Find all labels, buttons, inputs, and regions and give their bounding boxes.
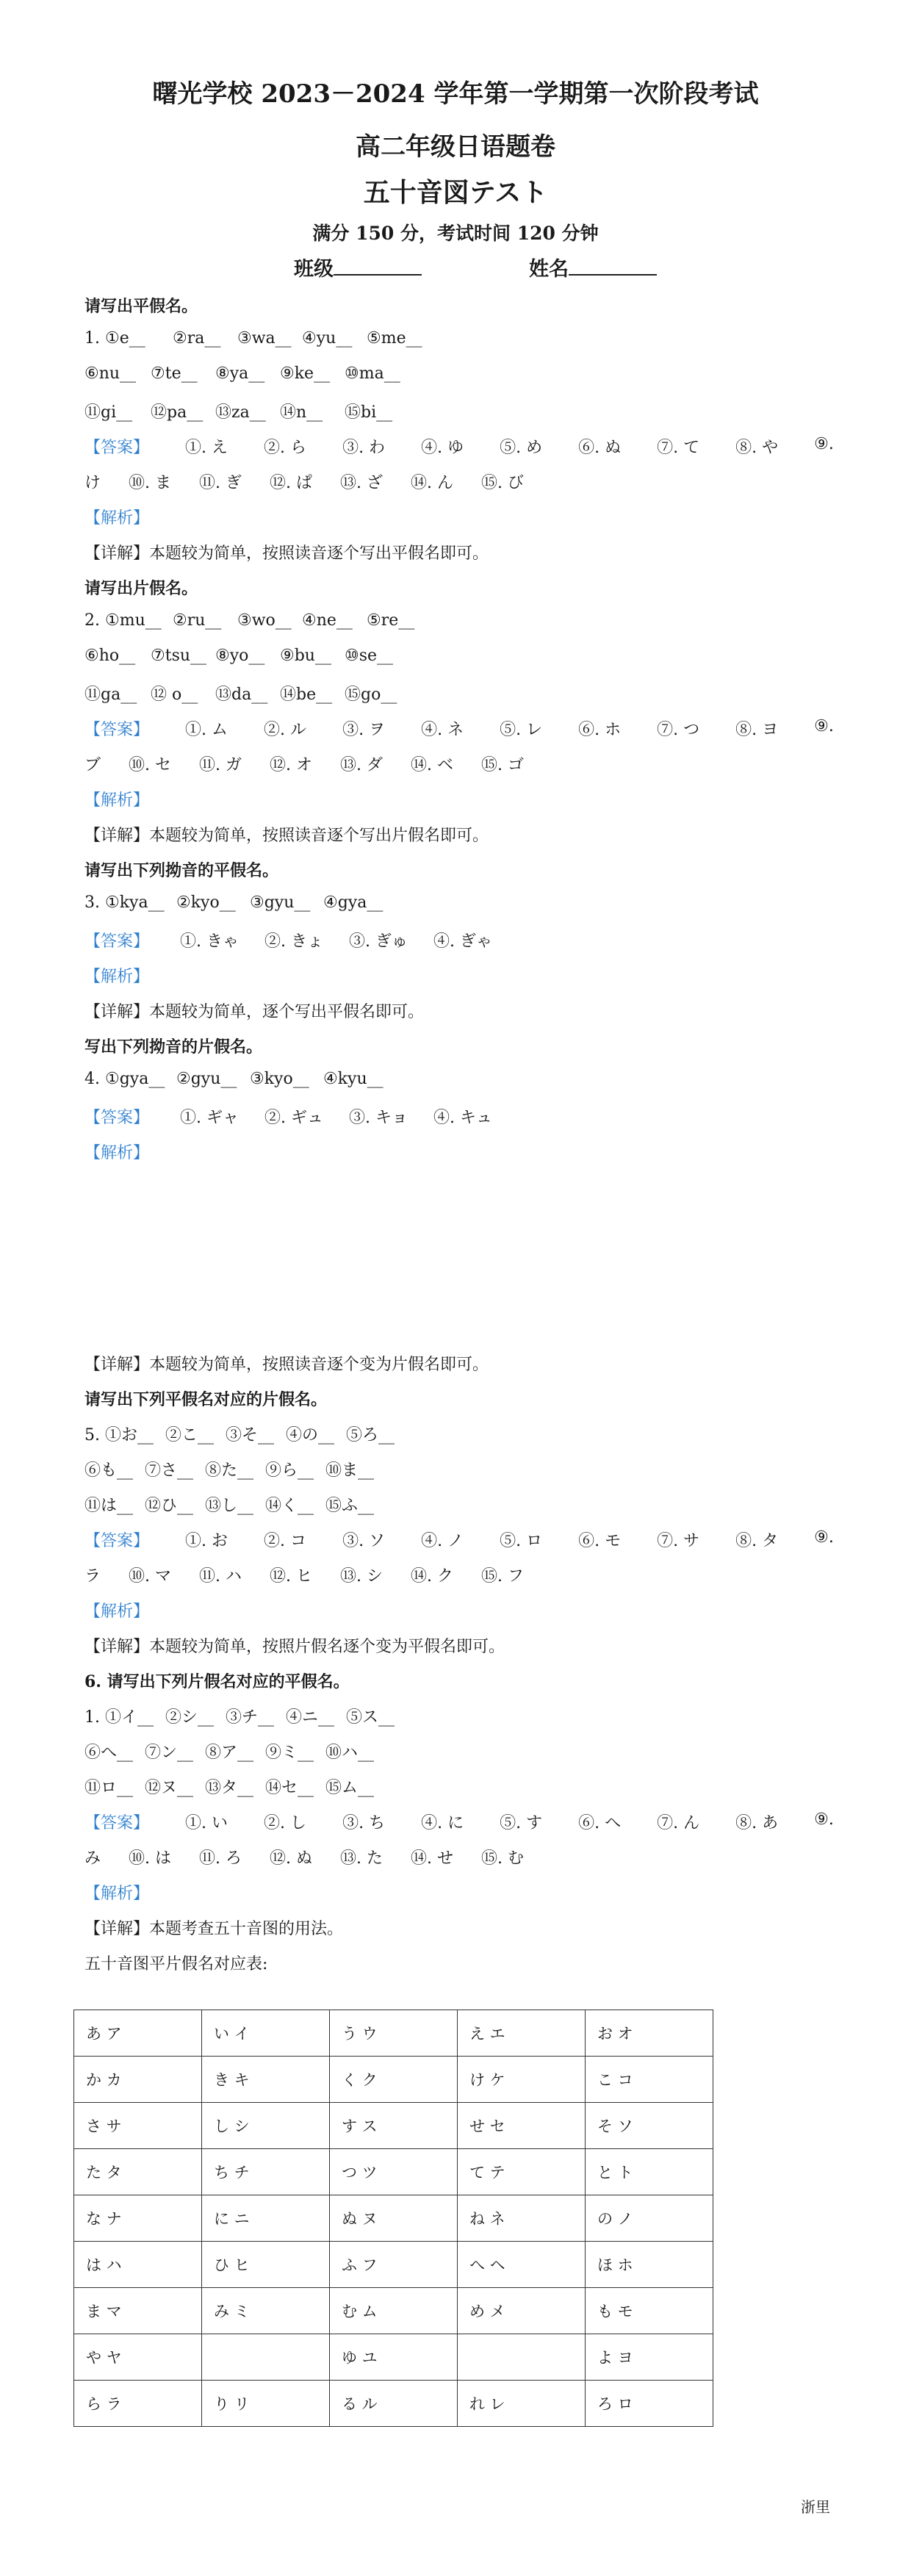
q4-answer: ②. ギュ (264, 1109, 323, 1127)
table-cell: む ム (330, 2288, 458, 2334)
q1-item: ⑭n__ (280, 403, 323, 422)
q6-item: ⑪ロ__ (84, 1779, 134, 1797)
q2-line-1 (84, 611, 431, 630)
q2-answer: ⑮. ゴ (481, 756, 525, 774)
table-cell: つ ツ (330, 2149, 458, 2195)
table-row (74, 2103, 713, 2149)
class-field (294, 253, 422, 281)
q5-line-2 (84, 1458, 386, 1481)
q3-analysis-tag: 【解析】 (84, 968, 150, 986)
q6-answer: ①. い (185, 1814, 228, 1832)
q5-answer: ⑮. フ (481, 1567, 525, 1586)
table-cell: ひ ヒ (202, 2242, 330, 2288)
table-cell: す ス (330, 2103, 458, 2149)
exam-title: 曙光学校 2023－2024 学年第一学期第一次阶段考试 (152, 79, 759, 109)
q4-instruction: 写出下列拗音的片假名。 (84, 1037, 263, 1057)
q1-item: 1. ①e__ (84, 329, 145, 348)
q2-item: ⑮go__ (345, 686, 397, 704)
q1-answer: ⑥. ぬ (578, 439, 622, 457)
q2-item: ⑩se__ (345, 647, 394, 665)
q2-item: ⑫ o__ (151, 686, 198, 704)
q2-answer: ①. ム (185, 721, 228, 739)
q1-answer: ⑦. て (657, 439, 700, 457)
q5-answer: ⑭. ク (411, 1567, 454, 1586)
q5-item: ④の__ (286, 1426, 335, 1444)
q5-line-1 (84, 1422, 406, 1445)
answer-tag: 【答案】 (84, 439, 150, 457)
q1-detail: 【详解】本题较为简单，按照读音逐个写出平假名即可。 (84, 544, 489, 563)
q1-answer: ⑧. や (735, 439, 779, 457)
table-cell: り リ (202, 2381, 330, 2427)
table-cell: お オ (586, 2010, 713, 2057)
q5-answer: ⑬. シ (340, 1567, 384, 1586)
q5-answer: ⑨. (814, 1528, 834, 1547)
q5-item: ⑤ろ__ (346, 1426, 395, 1444)
q1-answer: ⑨. (814, 435, 834, 453)
class-label: 班级 (294, 258, 334, 281)
q6-detail: 【详解】本题考查五十音图的用法。 (84, 1920, 344, 1938)
class-blank[interactable] (334, 255, 422, 276)
q3-answer: ④. ぎゃ (433, 932, 492, 951)
q2-answer: ブ (84, 756, 101, 774)
q2-answer: ⑩. セ (129, 756, 172, 774)
q6-answer: ④. に (421, 1814, 464, 1832)
table-row (74, 2381, 713, 2427)
q5-item: ⑪は__ (84, 1497, 134, 1515)
q2-answer: ⑧. ヨ (735, 721, 779, 739)
q1-item: ⑧ya__ (215, 364, 265, 383)
table-cell: は ハ (74, 2242, 202, 2288)
q2-item: ②ru__ (173, 611, 222, 630)
table-cell: め メ (458, 2288, 586, 2334)
table-row (74, 2149, 713, 2195)
q2-answer: ⑨. (814, 717, 834, 735)
table-row (74, 2242, 713, 2288)
q1-answer: ⑭. ん (411, 474, 454, 492)
q6-item: ⑫ヌ__ (145, 1779, 194, 1797)
table-cell: て テ (458, 2149, 586, 2195)
q5-item: ⑦さ__ (145, 1461, 194, 1480)
q3-answer: ②. きょ (264, 932, 323, 951)
q5-item: ⑬し__ (205, 1497, 254, 1515)
q5-answer: ④. ノ (421, 1532, 464, 1550)
q6-instruction: 6. 请写出下列片假名对应的平假名。 (84, 1672, 350, 1691)
table-cell: あ ア (74, 2010, 202, 2057)
table-cell: ね ネ (458, 2195, 586, 2242)
q2-answer: ⑫. オ (270, 756, 313, 774)
answer-tag: 【答案】 (84, 1109, 150, 1127)
q5-item: ②こ__ (165, 1426, 215, 1444)
q2-item: ⑬da__ (215, 686, 268, 704)
q5-answer: ⑥. モ (578, 1532, 622, 1550)
table-cell: ち チ (202, 2149, 330, 2195)
score-time: 满分 150 分，考试时间 120 分钟 (312, 223, 599, 244)
table-row (74, 2195, 713, 2242)
q2-item: ⑪ga__ (84, 686, 137, 704)
q6-item: ⑩ハ__ (325, 1744, 375, 1762)
q4-analysis-tag: 【解析】 (84, 1144, 150, 1162)
q2-answer: ⑭. ベ (411, 756, 454, 774)
table-cell: た タ (74, 2149, 202, 2195)
name-label: 姓名 (529, 258, 569, 281)
table-cell: ろ ロ (586, 2381, 713, 2427)
q5-item: ⑩ま__ (325, 1461, 375, 1480)
q2-answer: ⑦. つ (657, 721, 700, 739)
table-cell: ゆ ユ (330, 2334, 458, 2381)
q1-item: ⑫pa__ (151, 403, 204, 422)
q1-item: ⑩ma__ (345, 364, 400, 383)
q6-item: ⑬タ__ (205, 1779, 254, 1797)
kana-table (73, 2010, 713, 2427)
q1-item: ⑨ke__ (280, 364, 331, 383)
q4-answer: ③. キョ (349, 1109, 408, 1127)
q5-item: ⑮ふ__ (325, 1497, 375, 1515)
table-cell: ぬ ヌ (330, 2195, 458, 2242)
q1-instruction: 请写出平假名。 (84, 297, 198, 316)
table-row (74, 2010, 713, 2057)
q5-item: ③そ__ (226, 1426, 275, 1444)
table-cell: も モ (586, 2288, 713, 2334)
table-row (74, 2288, 713, 2334)
table-cell: の ノ (586, 2195, 713, 2242)
q5-answer: ③. ソ (342, 1532, 386, 1550)
q1-item: ②ra__ (173, 329, 221, 348)
q3-detail: 【详解】本题较为简单，逐个写出平假名即可。 (84, 1003, 425, 1021)
table-cell: よ ヨ (586, 2334, 713, 2381)
q5-answer-line-1 (84, 1528, 834, 1551)
q6-answer-line-1 (84, 1810, 834, 1833)
q4-item: ③kyo__ (250, 1070, 309, 1088)
q1-answer: ②. ら (264, 439, 307, 457)
q2-item: ⑧yo__ (215, 647, 265, 665)
q2-answer: ⑥. ホ (578, 721, 622, 739)
q3-line-1 (84, 893, 397, 912)
table-cell: に ニ (202, 2195, 330, 2242)
q2-line-2 (84, 647, 409, 665)
q6-item: ④ニ__ (286, 1708, 335, 1727)
q6-item: ⑧ア__ (205, 1744, 254, 1762)
name-field (529, 253, 657, 281)
q2-item: 2. ①mu__ (84, 611, 162, 630)
q5-line-3 (84, 1493, 386, 1516)
q5-answer: ②. コ (264, 1532, 307, 1550)
q6-answer: ⑫. ぬ (270, 1849, 313, 1868)
q2-item: ⑦tsu__ (151, 647, 207, 665)
q3-item: ②kyo__ (176, 893, 236, 912)
q1-item: ④yu__ (302, 329, 353, 348)
q5-answer: ⑦. サ (657, 1532, 700, 1550)
q2-item: ⑨bu__ (280, 647, 331, 665)
q5-answer: ⑤. ロ (500, 1532, 543, 1550)
q3-answer: ③. ぎゅ (349, 932, 408, 951)
q2-item: ⑤re__ (367, 611, 415, 630)
q6-answer: ⑤. す (500, 1814, 543, 1832)
q1-answer: ①. え (185, 439, 228, 457)
q1-item: ⑮bi__ (345, 403, 393, 422)
q3-item: 3. ①kya__ (84, 893, 165, 912)
q5-answer-line-2 (84, 1564, 552, 1586)
q6-item: ⑮ム__ (325, 1779, 375, 1797)
q1-item: ⑦te__ (151, 364, 198, 383)
table-cell: と ト (586, 2149, 713, 2195)
q6-item: ⑦ン__ (145, 1744, 194, 1762)
q1-answer-line-2 (84, 470, 552, 493)
table-cell: う ウ (330, 2010, 458, 2057)
q1-answer: け (84, 474, 101, 492)
q5-item: ⑨ら__ (265, 1461, 314, 1480)
q6-item: ⑥へ__ (84, 1744, 134, 1762)
q2-answer: ②. ル (264, 721, 307, 739)
q6-item: ③チ__ (226, 1708, 275, 1727)
table-cell: さ サ (74, 2103, 202, 2149)
q2-answer: ⑤. レ (500, 721, 543, 739)
q4-item: ②gyu__ (176, 1070, 237, 1088)
q2-answer-line-2 (84, 752, 552, 775)
q3-item: ④gya__ (323, 893, 384, 912)
answer-tag: 【答案】 (84, 1814, 150, 1832)
name-blank[interactable] (569, 255, 657, 276)
q6-answer: ③. ち (342, 1814, 386, 1832)
table-cell: へ ヘ (458, 2242, 586, 2288)
q1-item: ⑥nu__ (84, 364, 137, 383)
q6-answer: ⑮. む (481, 1849, 525, 1868)
q1-item: ⑤me__ (367, 329, 422, 348)
q5-instruction: 请写出下列平假名对应的片假名。 (84, 1390, 328, 1409)
table-cell: せ セ (458, 2103, 586, 2149)
table-cell: ま マ (74, 2288, 202, 2334)
q6-answer: ⑨. (814, 1810, 834, 1829)
q6-item: 1. ①イ__ (84, 1708, 154, 1727)
q1-answer-line-1 (84, 435, 834, 458)
q4-answer: ④. キュ (433, 1109, 492, 1127)
q6-line-3 (84, 1775, 386, 1798)
table-cell: こ コ (586, 2057, 713, 2103)
q6-answer-line-2 (84, 1846, 552, 1868)
q2-answer: ③. ヲ (342, 721, 386, 739)
q1-item: ⑬za__ (215, 403, 266, 422)
q3-instruction: 请写出下列拗音的平假名。 (84, 861, 279, 880)
table-cell (458, 2334, 586, 2381)
table-cell: れ レ (458, 2381, 586, 2427)
q5-answer: ⑫. ヒ (270, 1567, 313, 1586)
q2-detail: 【详解】本题较为简单，按照读音逐个写出片假名即可。 (84, 827, 489, 845)
q6-answer: ⑬. た (340, 1849, 384, 1868)
table-cell: み ミ (202, 2288, 330, 2334)
q6-answer: ⑭. せ (411, 1849, 454, 1868)
table-cell: か カ (74, 2057, 202, 2103)
q6-answer: ⑥. へ (578, 1814, 622, 1832)
table-cell: ふ フ (330, 2242, 458, 2288)
q2-answer: ④. ネ (421, 721, 464, 739)
q6-answer: ⑧. あ (735, 1814, 779, 1832)
q6-item: ⑨ミ__ (265, 1744, 314, 1762)
footer-watermark: 浙里 (801, 2498, 830, 2516)
q1-answer: ⑮. び (481, 474, 525, 492)
answer-tag: 【答案】 (84, 1532, 150, 1550)
q1-line-3 (84, 400, 409, 422)
q1-item: ③wa__ (237, 329, 292, 348)
q2-answer-line-1 (84, 717, 834, 740)
q6-answer: ⑪. ろ (199, 1849, 242, 1868)
q4-answer: ①. ギャ (180, 1109, 239, 1127)
table-caption: 五十音图平片假名对应表: (84, 1955, 268, 1974)
table-cell: や ヤ (74, 2334, 202, 2381)
q5-answer: ラ (84, 1567, 101, 1586)
q1-answer: ④. ゆ (421, 439, 464, 457)
q6-item: ⑭セ__ (265, 1779, 314, 1797)
answer-tag: 【答案】 (84, 721, 150, 739)
q4-answer-line (84, 1105, 518, 1128)
q1-answer: ⑫. ぱ (270, 474, 313, 492)
q6-answer: ⑦. ん (657, 1814, 700, 1832)
table-cell: え エ (458, 2010, 586, 2057)
q5-analysis-tag: 【解析】 (84, 1602, 150, 1621)
q5-item: ⑥も__ (84, 1461, 134, 1480)
q5-item: ⑫ひ__ (145, 1497, 194, 1515)
table-row (74, 2057, 713, 2103)
table-cell: け ケ (458, 2057, 586, 2103)
q6-item: ⑤ス__ (346, 1708, 395, 1727)
q5-item: ⑧た__ (205, 1461, 254, 1480)
q2-analysis-tag: 【解析】 (84, 791, 150, 810)
q6-analysis-tag: 【解析】 (84, 1885, 150, 1903)
q1-line-1 (84, 329, 431, 348)
table-cell: き キ (202, 2057, 330, 2103)
q2-answer: ⑪. ガ (199, 756, 242, 774)
q1-answer: ⑩. ま (129, 474, 172, 492)
q6-item: ②シ__ (165, 1708, 215, 1727)
q5-item: ⑭く__ (265, 1497, 314, 1515)
q5-answer: ⑪. ハ (199, 1567, 242, 1586)
q1-answer: ⑬. ざ (340, 474, 384, 492)
answer-tag: 【答案】 (84, 932, 150, 951)
q1-analysis-tag: 【解析】 (84, 509, 150, 528)
table-cell: そ ソ (586, 2103, 713, 2149)
q1-item: ⑪gi__ (84, 403, 133, 422)
table-cell: ら ラ (74, 2381, 202, 2427)
q2-item: ⑭be__ (280, 686, 333, 704)
table-cell: く ク (330, 2057, 458, 2103)
table-cell: な ナ (74, 2195, 202, 2242)
q2-item: ③wo__ (237, 611, 292, 630)
q5-answer: ⑧. タ (735, 1532, 779, 1550)
q4-item: 4. ①gya__ (84, 1070, 165, 1088)
q1-answer: ⑤. め (500, 439, 543, 457)
table-cell: し シ (202, 2103, 330, 2149)
q2-instruction: 请写出片假名。 (84, 579, 198, 598)
table-cell: る ル (330, 2381, 458, 2427)
table-cell: い イ (202, 2010, 330, 2057)
q3-answer-line (84, 929, 518, 951)
q1-line-2 (84, 364, 409, 383)
q2-answer: ⑬. ダ (340, 756, 384, 774)
q6-line-2 (84, 1740, 386, 1763)
exam-subtitle: 高二年级日语题卷 (356, 132, 555, 162)
q1-answer: ③. わ (342, 439, 386, 457)
table-cell (202, 2334, 330, 2381)
q5-answer: ⑩. マ (129, 1567, 172, 1586)
q5-detail: 【详解】本题较为简单，按照片假名逐个变为平假名即可。 (84, 1638, 505, 1656)
q5-answer: ①. お (185, 1532, 228, 1550)
q2-item: ④ne__ (302, 611, 353, 630)
q5-item: 5. ①お__ (84, 1426, 154, 1444)
q3-item: ③gyu__ (250, 893, 311, 912)
q6-answer: み (84, 1849, 101, 1868)
q4-line-1 (84, 1070, 397, 1088)
q6-line-1 (84, 1705, 406, 1727)
q2-line-3 (84, 682, 409, 705)
q3-answer: ①. きゃ (180, 932, 239, 951)
q1-answer: ⑪. ぎ (199, 474, 242, 492)
q4-detail: 【详解】本题较为简单，按照读音逐个变为片假名即可。 (84, 1356, 489, 1374)
q2-item: ⑥ho__ (84, 647, 136, 665)
q4-item: ④kyu__ (323, 1070, 384, 1088)
table-cell: ほ ホ (586, 2242, 713, 2288)
test-title: 五十音図テスト (363, 177, 548, 208)
table-row (74, 2334, 713, 2381)
q6-answer: ②. し (264, 1814, 307, 1832)
q6-answer: ⑩. は (129, 1849, 172, 1868)
